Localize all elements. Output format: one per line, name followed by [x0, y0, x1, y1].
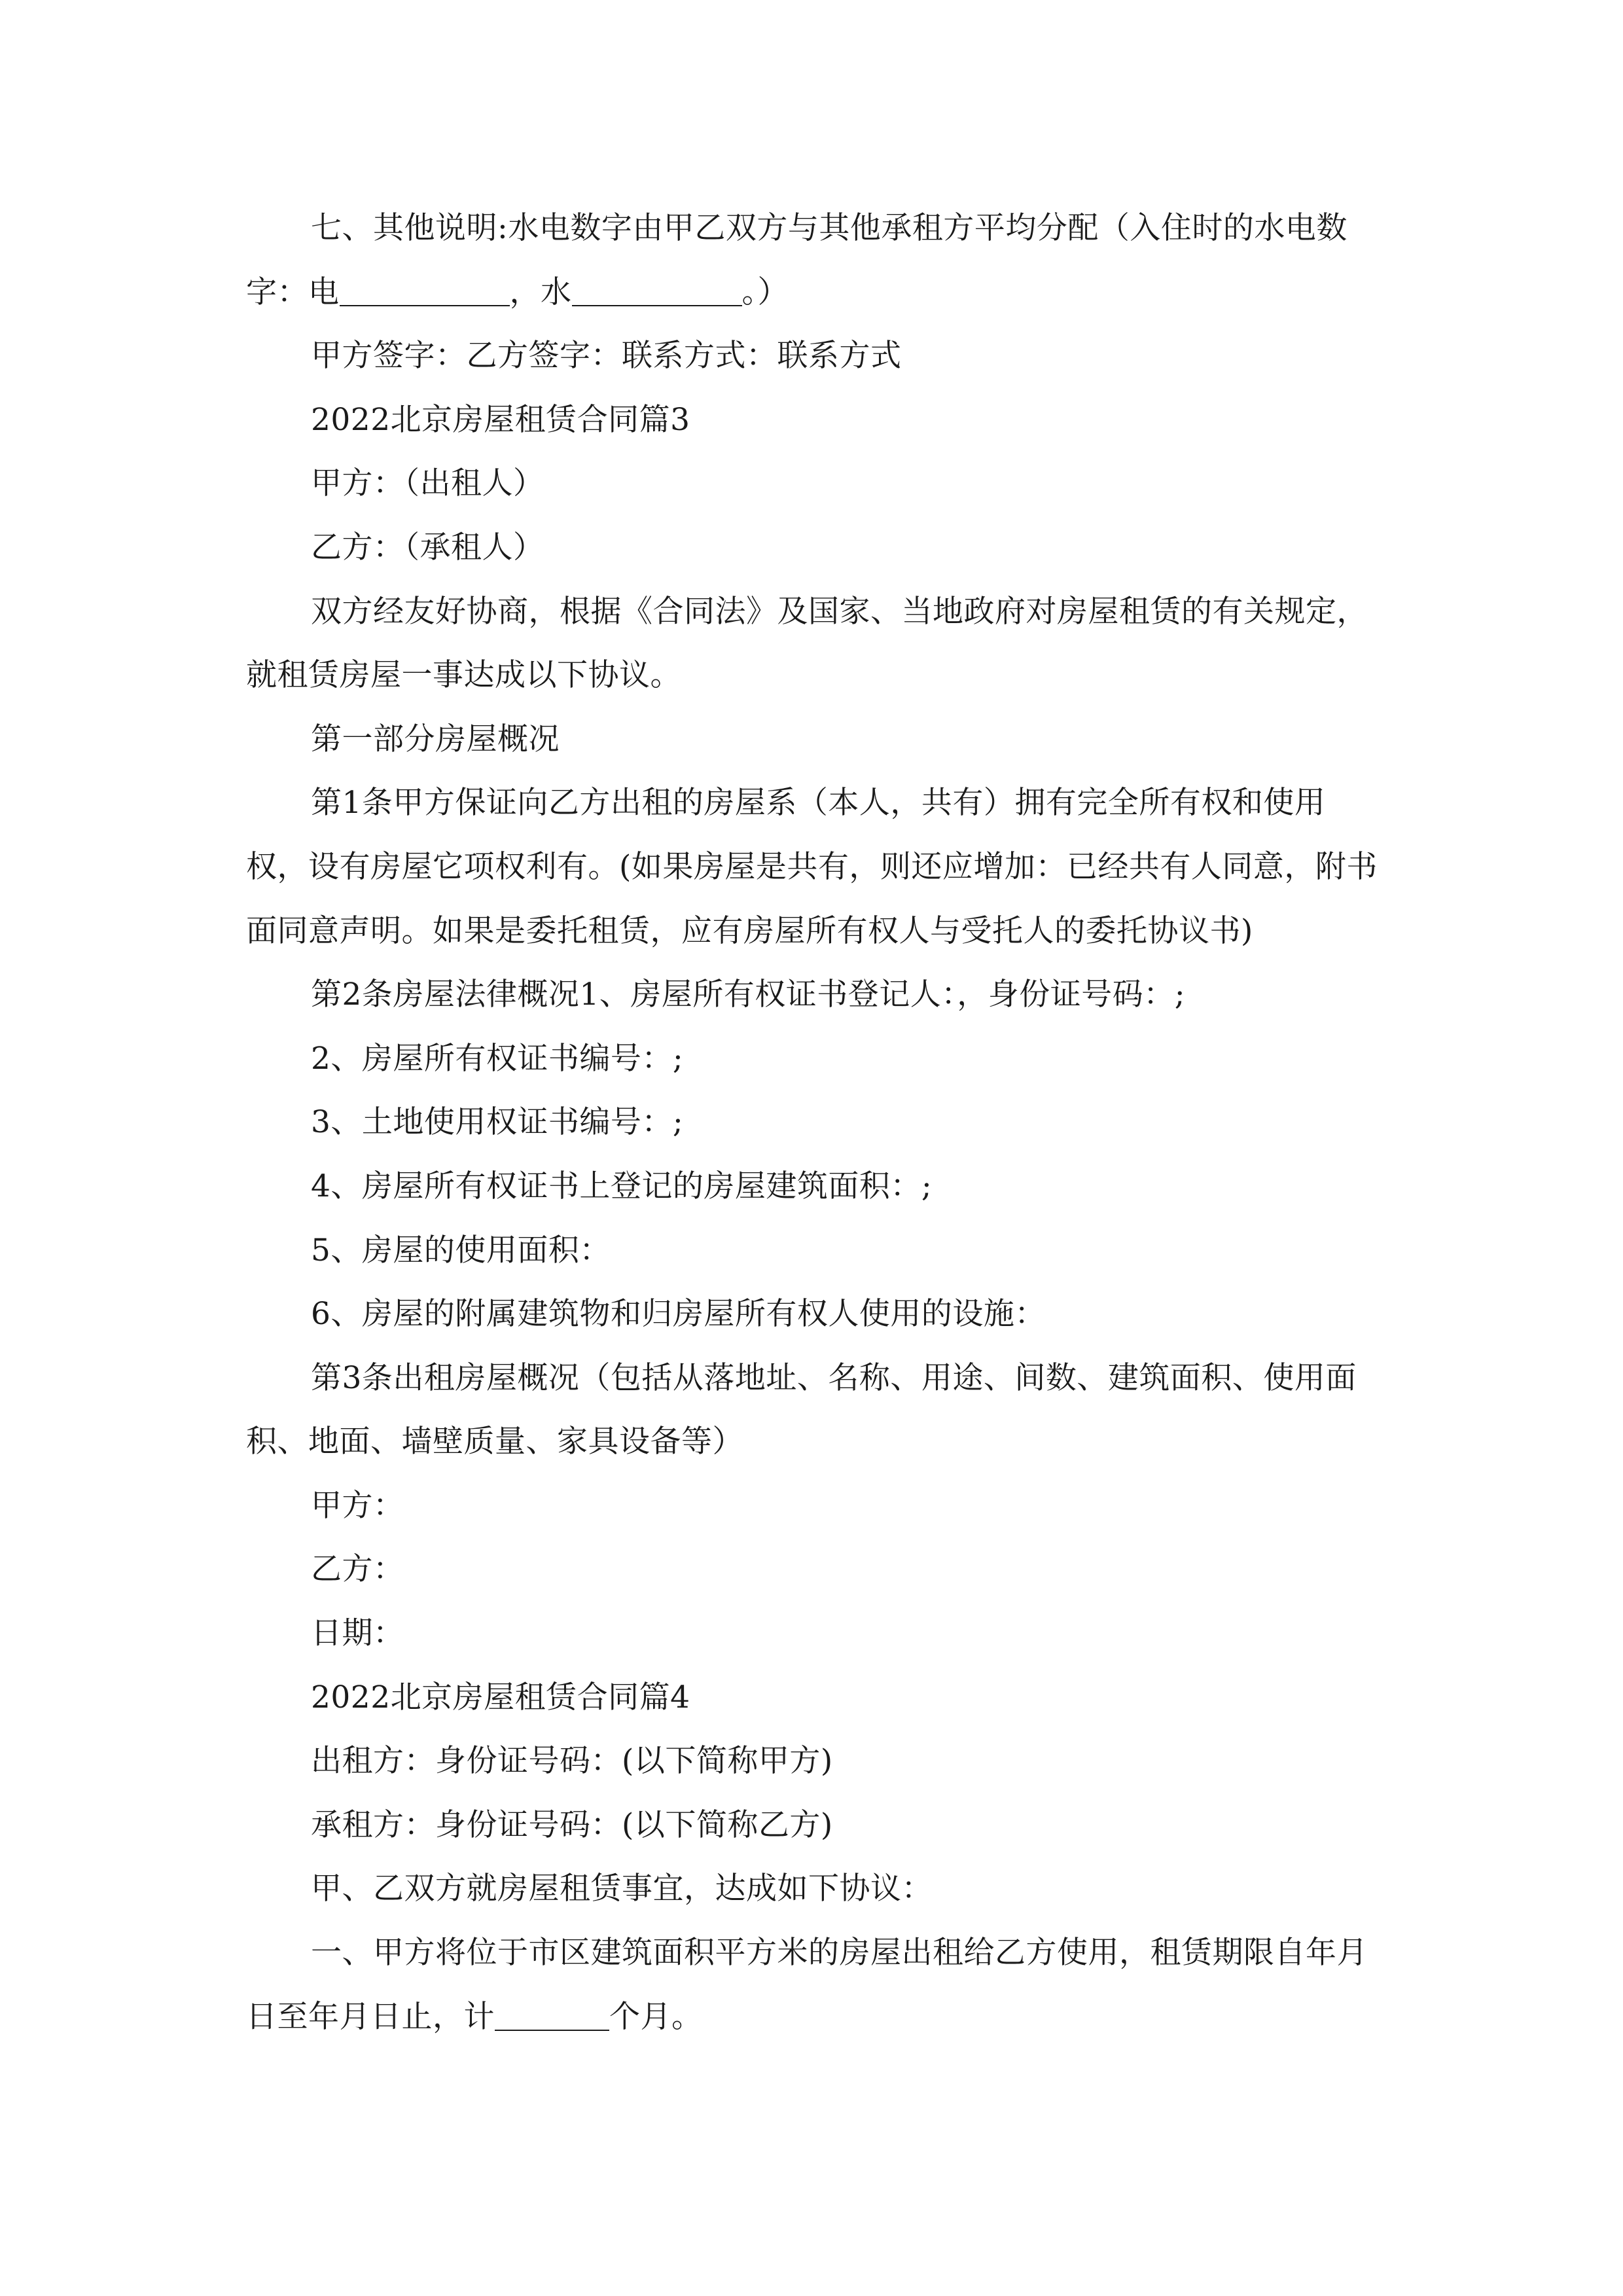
list-item: 5、房屋的使用面积： [311, 1232, 611, 1268]
list-item: 3、土地使用权证书编号：; [311, 1104, 684, 1141]
paragraph-clause-1 [246, 1921, 1385, 2049]
paragraph-sign-party-a: 甲方： [311, 1487, 404, 1524]
paragraph-other-notes [246, 196, 1385, 324]
paragraph-article-2: 第2条房屋法律概况1、房屋所有权证书登记人：，身份证号码：; [311, 977, 1186, 1013]
paragraph-signatures: 甲方签字：乙方签字：联系方式：联系方式 [311, 338, 902, 374]
document-body [246, 196, 1385, 2049]
paragraph-article-3: 第3条出租房屋概况（包括从落地址、名称、用途、间数、建筑面积、使用面积、地面、墙壁质量、家具设备等） [246, 1359, 1357, 1460]
paragraph-text: 一、甲方将位于市区建筑面积平方米的房屋出租给乙方使用，租赁期限自年月日至年月日止，计 [246, 1935, 1368, 2035]
section-heading-contract-4: 2022北京房屋租赁合同篇4 [311, 1679, 690, 1715]
list-item: 4、房屋所有权证书上登记的房屋建筑面积：; [311, 1168, 933, 1204]
paragraph-party-b: 乙方：（承租人） [311, 529, 544, 565]
paragraph-article-1: 第1条甲方保证向乙方出租的房屋系（本人，共有）拥有完全所有权和使用权，设有房屋它项权利有。(如果房屋是共有，则还应增加：已经共有人同意，附书面同意声明。如果是委托租赁，应有房屋所有权人与受托人的委托协议书) [246, 785, 1378, 949]
paragraph-agreement-intro: 双方经友好协商，根据《合同法》及国家、当地政府对房屋租赁的有关规定，就租赁房屋一事达成以下协议。 [246, 593, 1368, 694]
months-blank [495, 1999, 609, 2031]
paragraph-lessor: 出租方：身份证号码：(以下简称甲方) [311, 1743, 833, 1780]
paragraph-sign-party-b: 乙方： [311, 1551, 404, 1588]
electricity-blank [340, 274, 510, 306]
paragraph-text: 个月。 [609, 1998, 703, 2035]
water-blank [572, 274, 742, 306]
list-item: 6、房屋的附属建筑物和归房屋所有权人使用的设施： [311, 1296, 1046, 1333]
paragraph-party-a: 甲方：（出租人） [311, 465, 544, 502]
paragraph-text: 。） [741, 274, 789, 310]
paragraph-text: 七、其他说明:水电数字由甲乙双方与其他承租方平均分配（入住时的水电数字：电 [246, 210, 1347, 310]
paragraph-part-one: 第一部分房屋概况 [311, 721, 560, 757]
paragraph-date: 日期： [311, 1615, 404, 1652]
section-heading-contract-3: 2022北京房屋租赁合同篇3 [311, 401, 690, 438]
paragraph-agreement: 甲、乙双方就房屋租赁事宜，达成如下协议： [311, 1871, 933, 1907]
paragraph-text: ，水 [509, 274, 572, 310]
paragraph-lessee: 承租方：身份证号码：(以下简称乙方) [311, 1806, 833, 1843]
list-item: 2、房屋所有权证书编号：; [311, 1040, 684, 1077]
